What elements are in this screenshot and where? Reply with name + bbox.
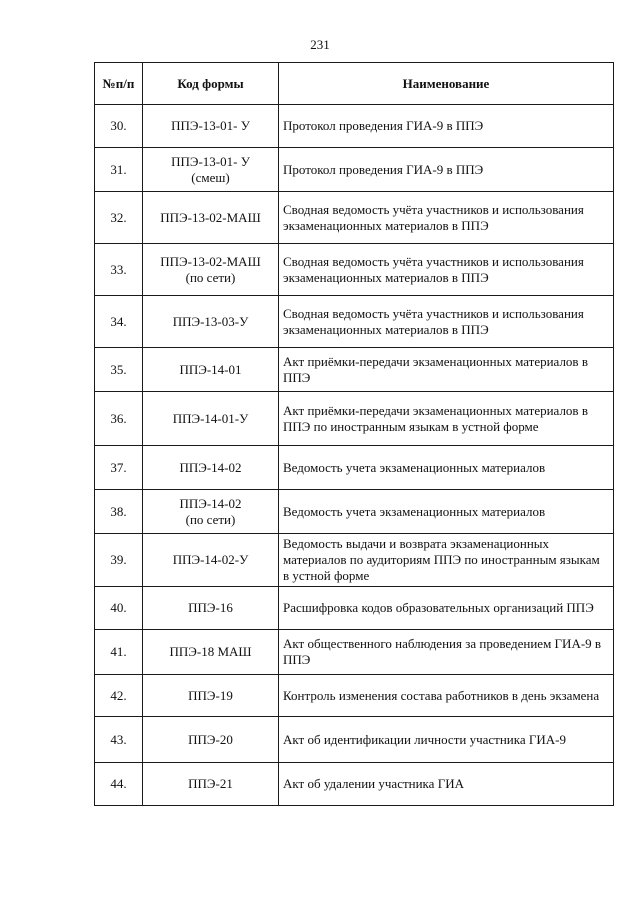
table-row xyxy=(95,348,614,392)
table-header-row xyxy=(95,63,614,105)
form-name: Расшифровка кодов образовательных организаций ППЭ xyxy=(279,587,614,630)
form-code: ППЭ-13-01- У xyxy=(171,118,250,133)
form-code-note: (по сети) xyxy=(185,511,236,527)
table-row xyxy=(95,534,614,587)
form-code-note: (по сети) xyxy=(185,269,236,285)
table-row xyxy=(95,630,614,675)
row-number: 38. xyxy=(95,490,143,534)
header-code: Код формы xyxy=(143,63,279,105)
table-row xyxy=(95,244,614,296)
forms-table xyxy=(94,62,614,806)
form-name: Акт общественного наблюдения за проведением ГИА-9 в ППЭ xyxy=(279,630,614,675)
form-code-cell xyxy=(143,763,279,806)
row-number: 43. xyxy=(95,717,143,763)
row-number: 37. xyxy=(95,446,143,490)
row-number: 36. xyxy=(95,392,143,446)
header-name: Наименование xyxy=(279,63,614,105)
form-code: ППЭ-13-02-МАШ xyxy=(160,209,261,225)
table-row xyxy=(95,675,614,717)
table-row xyxy=(95,105,614,148)
form-code: ППЭ-13-03-У xyxy=(172,313,249,329)
form-code: ППЭ-19 xyxy=(188,687,233,703)
table-row xyxy=(95,148,614,192)
table-row xyxy=(95,392,614,446)
row-number: 40. xyxy=(95,587,143,630)
form-code-cell xyxy=(143,675,279,717)
form-name: Ведомость учета экзаменационных материалов xyxy=(279,490,614,534)
form-code: ППЭ-14-01-У xyxy=(172,410,249,426)
form-code: ППЭ-16 xyxy=(188,600,233,615)
table-row xyxy=(95,717,614,763)
table-row xyxy=(95,490,614,534)
form-code: ППЭ-14-02 xyxy=(179,495,242,511)
form-code-cell xyxy=(143,348,279,392)
row-number: 44. xyxy=(95,763,143,806)
form-code-cell xyxy=(143,105,279,148)
table-row xyxy=(95,763,614,806)
table-row xyxy=(95,192,614,244)
form-code-cell xyxy=(143,148,279,192)
form-code-cell xyxy=(143,490,279,534)
form-code-cell xyxy=(143,534,279,587)
page-number: 231 xyxy=(310,37,330,52)
form-code: ППЭ-18 МАШ xyxy=(169,644,252,659)
form-name: Сводная ведомость учёта участников и использования экзаменационных материалов в ППЭ xyxy=(279,192,614,244)
form-code-cell xyxy=(143,446,279,490)
table-row xyxy=(95,587,614,630)
form-code-cell xyxy=(143,296,279,348)
form-name: Акт об идентификации личности участника ГИА-9 xyxy=(279,717,614,763)
form-name: Акт приёмки-передачи экзаменационных материалов в ППЭ xyxy=(279,348,614,392)
form-code: ППЭ-14-02-У xyxy=(172,552,249,567)
form-code-note: (смеш) xyxy=(191,169,230,185)
form-name: Акт об удалении участника ГИА xyxy=(279,763,614,806)
form-code: ППЭ-14-01 xyxy=(179,361,242,377)
table-row xyxy=(95,296,614,348)
header-num: №п/п xyxy=(95,63,143,105)
row-number: 33. xyxy=(95,244,143,296)
form-code-cell xyxy=(143,244,279,296)
form-code-cell xyxy=(143,587,279,630)
form-code: ППЭ-13-02-МАШ xyxy=(160,253,261,269)
form-name: Сводная ведомость учёта участников и использования экзаменационных материалов в ППЭ xyxy=(279,244,614,296)
table-row xyxy=(95,446,614,490)
form-code-cell xyxy=(143,630,279,675)
form-name: Сводная ведомость учёта участников и использования экзаменационных материалов в ППЭ xyxy=(279,296,614,348)
row-number: 42. xyxy=(95,675,143,717)
row-number: 34. xyxy=(95,296,143,348)
row-number: 35. xyxy=(95,348,143,392)
form-code: ППЭ-14-02 xyxy=(179,459,242,475)
form-code: ППЭ-21 xyxy=(188,776,233,791)
form-code-cell xyxy=(143,192,279,244)
form-name: Ведомость выдачи и возврата экзаменационных материалов по аудиториям ППЭ по иностранным языкам в устной форме xyxy=(279,534,614,587)
form-name: Контроль изменения состава работников в день экзамена xyxy=(279,675,614,717)
row-number: 39. xyxy=(95,534,143,587)
form-name: Протокол проведения ГИА-9 в ППЭ xyxy=(279,105,614,148)
row-number: 30. xyxy=(95,105,143,148)
form-code-cell xyxy=(143,392,279,446)
form-name: Акт приёмки-передачи экзаменационных материалов в ППЭ по иностранным языкам в устной форме xyxy=(279,392,614,446)
row-number: 32. xyxy=(95,192,143,244)
form-name: Ведомость учета экзаменационных материалов xyxy=(279,446,614,490)
form-name: Протокол проведения ГИА-9 в ППЭ xyxy=(279,148,614,192)
row-number: 31. xyxy=(95,148,143,192)
form-code: ППЭ-20 xyxy=(188,731,233,747)
form-code-cell xyxy=(143,717,279,763)
form-code: ППЭ-13-01- У xyxy=(171,153,250,169)
row-number: 41. xyxy=(95,630,143,675)
